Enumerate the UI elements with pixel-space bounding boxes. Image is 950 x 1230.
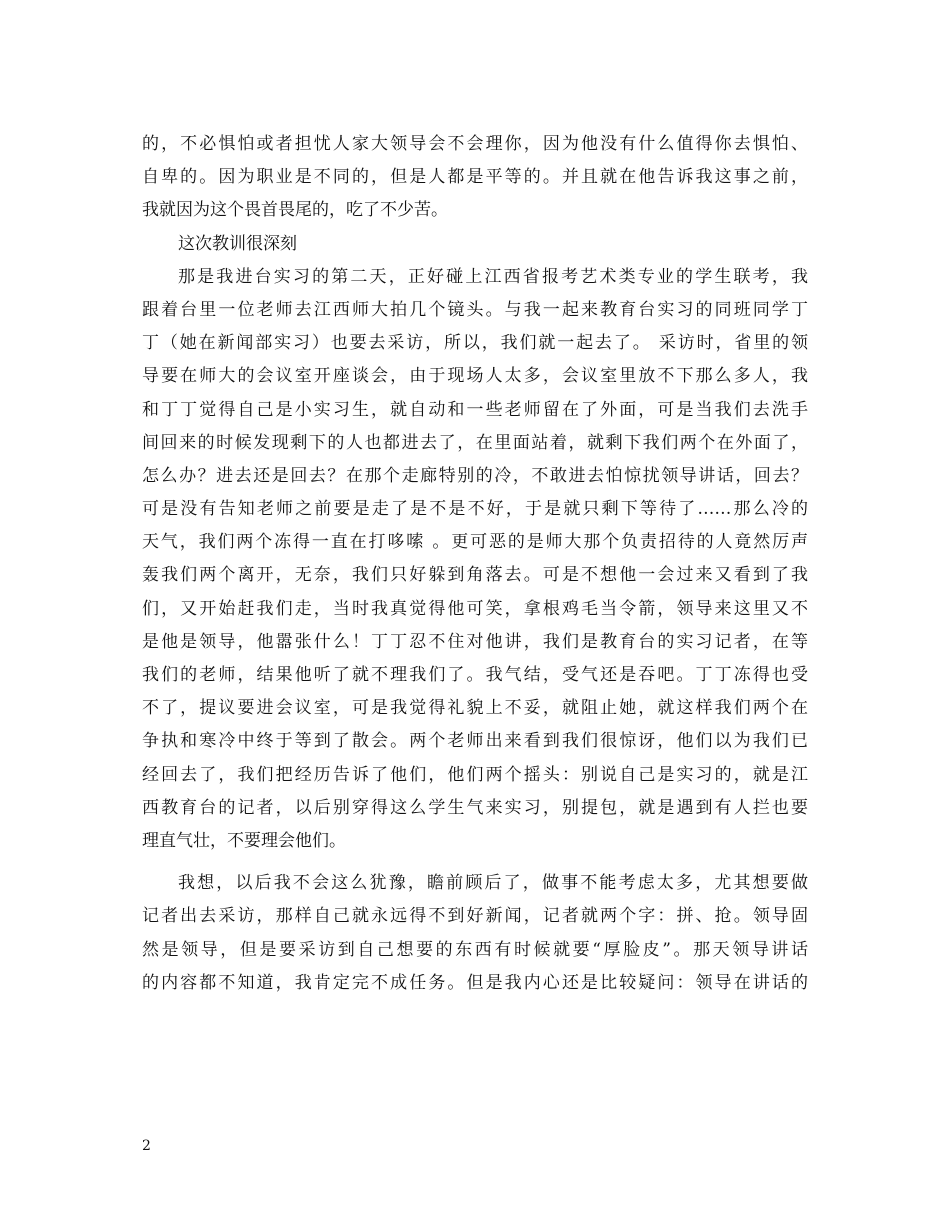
text-line: 怎么办？进去还是回去？在那个走廊特别的冷，不敢进去怕惊扰领导讲话，回去？	[142, 465, 808, 486]
text-line: 然是领导，但是要采访到自己想要的东西有时候就要“厚脸皮”。那天领导讲话	[142, 939, 808, 960]
text-line: 自卑的。因为职业是不同的，但是人都是平等的。并且就在他告诉我这事之前，	[142, 167, 808, 188]
text-line: 轰我们两个离开，无奈，我们只好躲到角落去。可是不想他一会过来又看到了我	[142, 565, 808, 586]
text-line: 我们的老师，结果他听了就不理我们了。我气结，受气还是吞吧。丁丁冻得也受	[142, 665, 808, 685]
text-line: 我就因为这个畏首畏尾的，吃了不少苦。	[142, 200, 448, 221]
text-line: 可是没有告知老师之前要是走了是不是不好，于是就只剩下等待了……那么冷的	[142, 499, 808, 520]
document-body	[142, 128, 808, 1000]
text-line: 经回去了，我们把经历告诉了他们，他们两个摇头：别说自己是实习的，就是江	[142, 764, 808, 785]
section-heading: 这次教训很深刻	[178, 233, 297, 254]
text-line: 的内容都不知道，我肯定完不成任务。但是我内心还是比较疑问：领导在讲话的	[142, 972, 808, 993]
text-line: 是他是领导，他嚣张什么！丁丁忍不住对他讲，我们是教育台的实习记者，在等	[142, 631, 808, 652]
text-line: 们，又开始赶我们走，当时我真觉得他可笑，拿根鸡毛当令箭，领导来这里又不	[142, 598, 808, 619]
text-line: 争执和寒冷中终于等到了散会。两个老师出来看到我们很惊讶，他们以为我们已	[142, 731, 808, 752]
paragraph-gap	[142, 858, 808, 867]
text-line: 天气，我们两个冻得一直在打哆嗦 。更可恶的是师大那个负责招待的人竟然厉声	[142, 532, 808, 553]
text-line: 我想，以后我不会这么犹豫，瞻前顾后了，做事不能考虑太多，尤其想要做	[178, 873, 808, 894]
text-line: 的，不必惧怕或者担忧人家大领导会不会理你，因为他没有什么值得你去惧怕、	[142, 134, 808, 154]
text-line: 西教育台的记者，以后别穿得这么学生气来实习，别提包，就是遇到有人拦也要	[142, 797, 808, 818]
text-line: 那是我进台实习的第二天，正好碰上江西省报考艺术类专业的学生联考，我	[178, 266, 808, 287]
text-line: 间回来的时候发现剩下的人也都进去了，在里面站着，就剩下我们两个在外面了，	[142, 432, 808, 453]
text-line: 不了，提议要进会议室，可是我觉得礼貌上不妥，就阻止她，就这样我们两个在	[142, 698, 808, 719]
text-line: 跟着台里一位老师去江西师大拍几个镜头。与我一起来教育台实习的同班同学丁	[142, 299, 808, 320]
text-line: 和丁丁觉得自己是小实习生，就自动和一些老师留在了外面，可是当我们去洗手	[142, 399, 808, 420]
text-line: 丁（她在新闻部实习）也要去采访，所以，我们就一起去了。 采访时，省里的领	[142, 333, 808, 354]
page-number: 2	[142, 1138, 151, 1154]
text-line: 导要在师大的会议室开座谈会，由于现场人太多，会议室里放不下那么多人，我	[142, 366, 808, 387]
text-line: 理直气壮，不要理会他们。	[142, 830, 346, 851]
text-line: 记者出去采访，那样自己就永远得不到好新闻，记者就两个字：拼、抢。领导固	[142, 906, 808, 927]
